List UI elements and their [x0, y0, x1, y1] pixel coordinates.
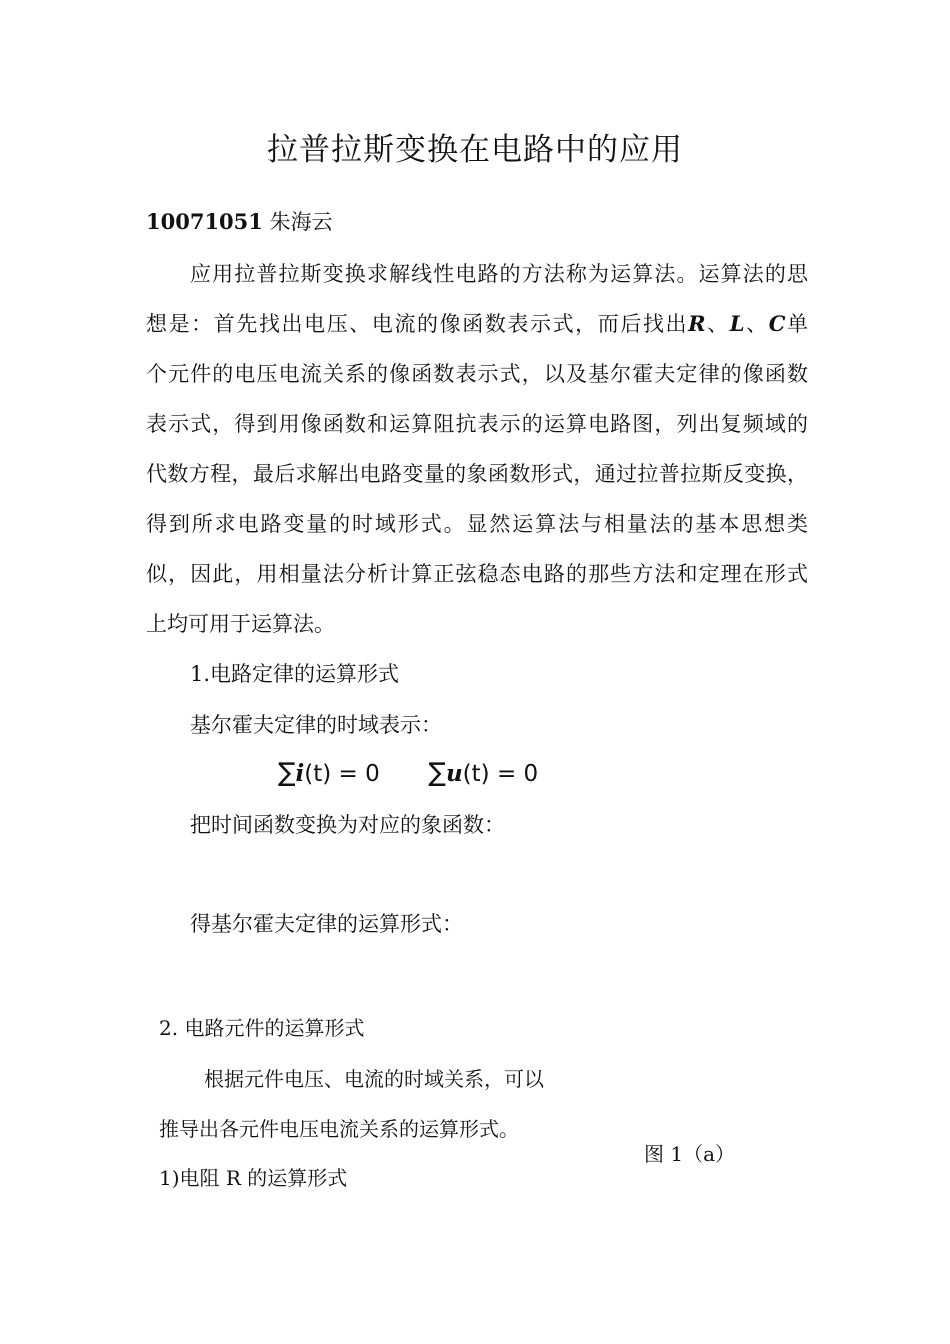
- operational-form-text: 得基尔霍夫定律的运算形式：: [190, 912, 463, 936]
- sum-symbol: ∑: [278, 758, 296, 788]
- intro-line-4: 表示式，得到用像函数和运算阻抗表示的运算电路图，列出复频域的: [146, 412, 808, 436]
- author-name: 朱海云: [269, 210, 333, 234]
- figure-caption: 图 1（a）: [644, 1142, 736, 1166]
- separator: 、: [705, 312, 730, 336]
- current-variable: i: [295, 760, 305, 787]
- intro-line-5: 代数方程，最后求解出电路变量的象函数形式，通过拉普拉斯反变换，: [146, 462, 808, 486]
- intro-line-6: 得到所求电路变量的时域形式。显然运算法与相量法的基本思想类: [146, 512, 808, 536]
- intro-line-2-end: 单: [785, 312, 809, 336]
- formula-rest: (t) = 0: [304, 761, 380, 787]
- resistor-subheading: 1)电阻 R 的运算形式: [159, 1166, 348, 1190]
- intro-line-2: [146, 308, 808, 358]
- kirchhoff-formula: [278, 758, 538, 788]
- student-id: 10071051: [146, 209, 263, 234]
- intro-line-3: 个元件的电压电流关系的像函数表示式，以及基尔霍夫定律的像函数: [146, 362, 808, 386]
- section-2-line-2: 推导出各元件电压电流关系的运算形式。: [159, 1117, 519, 1141]
- document-title: 拉普拉斯变换在电路中的应用: [267, 132, 683, 168]
- intro-line-2-text: 想是：首先找出电压、电流的像函数表示式，而后找出: [146, 312, 689, 336]
- transform-text: 把时间函数变换为对应的象函数：: [190, 813, 505, 837]
- formula-rest: (t) = 0: [462, 761, 539, 787]
- section-2-heading: 2. 电路元件的运算形式: [159, 1016, 365, 1040]
- intro-paragraph: [146, 258, 808, 658]
- intro-line-1: 应用拉普拉斯变换求解线性电路的方法称为运算法。运算法的思: [190, 262, 808, 286]
- separator: 、: [744, 312, 769, 336]
- voltage-variable: u: [445, 760, 463, 787]
- sum-symbol: ∑: [428, 758, 446, 788]
- symbol-l: L: [729, 311, 745, 336]
- section-2-line-1: 根据元件电压、电流的时域关系，可以: [204, 1067, 544, 1091]
- kirchhoff-time-domain-label: 基尔霍夫定律的时域表示：: [190, 713, 442, 737]
- intro-line-7: 似，因此，用相量法分析计算正弦稳态电路的那些方法和定理在形式: [146, 562, 808, 586]
- author-line: [146, 206, 333, 236]
- symbol-r: R: [688, 311, 706, 336]
- section-1-heading: 1.电路定律的运算形式: [190, 662, 400, 686]
- symbol-c: C: [768, 311, 786, 336]
- intro-line-8: 上均可用于运算法。: [146, 612, 335, 636]
